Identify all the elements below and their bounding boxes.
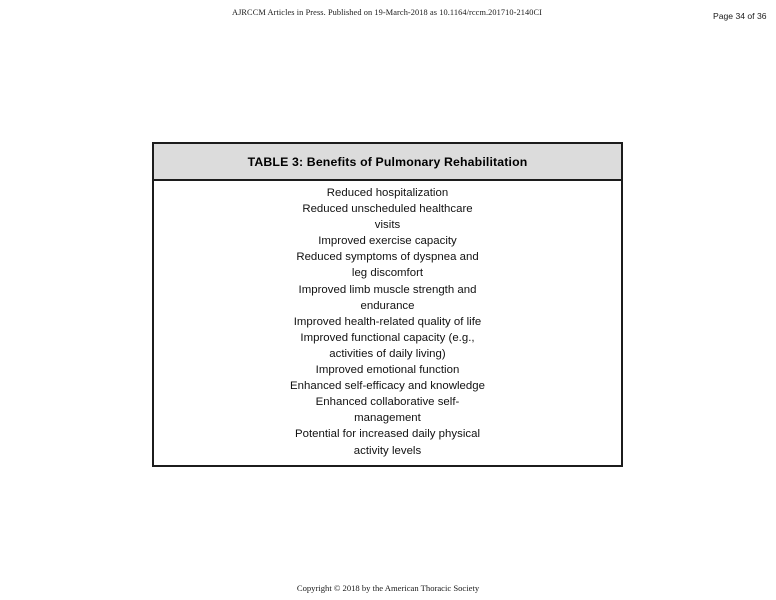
benefit-item: management <box>354 412 421 425</box>
benefit-item: Potential for increased daily physical <box>294 428 480 441</box>
benefit-item: Reduced symptoms of dyspnea and <box>296 251 479 264</box>
benefit-item: endurance <box>360 299 415 312</box>
benefit-item: activities of daily living) <box>329 347 446 360</box>
page-indicator: Page 34 of 36 <box>713 11 767 21</box>
benefit-item: visits <box>374 219 401 232</box>
benefit-item: Enhanced self-efficacy and knowledge <box>290 380 485 393</box>
benefit-item: leg discomfort <box>351 267 424 280</box>
table-caption: TABLE 3: Benefits of Pulmonary Rehabilitation <box>247 154 528 169</box>
benefit-item: Improved limb muscle strength and <box>298 283 477 296</box>
benefit-item: Enhanced collaborative self- <box>315 396 460 409</box>
table-body-row <box>154 181 621 465</box>
benefit-item: activity levels <box>353 444 422 457</box>
page-footer <box>0 578 776 596</box>
table-header-row <box>154 144 621 181</box>
benefit-item: Improved exercise capacity <box>318 235 457 248</box>
benefit-item: Improved health-related quality of life <box>293 315 482 328</box>
benefit-item: Improved functional capacity (e.g., <box>300 331 475 344</box>
benefit-item: Reduced hospitalization <box>326 187 449 199</box>
copyright-notice: Copyright © 2018 by the American Thoracic Society <box>296 583 480 593</box>
benefits-table <box>152 142 623 467</box>
running-head <box>0 8 776 22</box>
benefits-list <box>260 185 516 459</box>
benefit-item: Reduced unscheduled healthcare <box>302 203 473 216</box>
benefit-item: Improved emotional function <box>315 364 460 377</box>
journal-citation: AJRCCM Articles in Press. Published on 19-March-2018 as 10.1164/rccm.201710-2140CI <box>232 8 543 17</box>
